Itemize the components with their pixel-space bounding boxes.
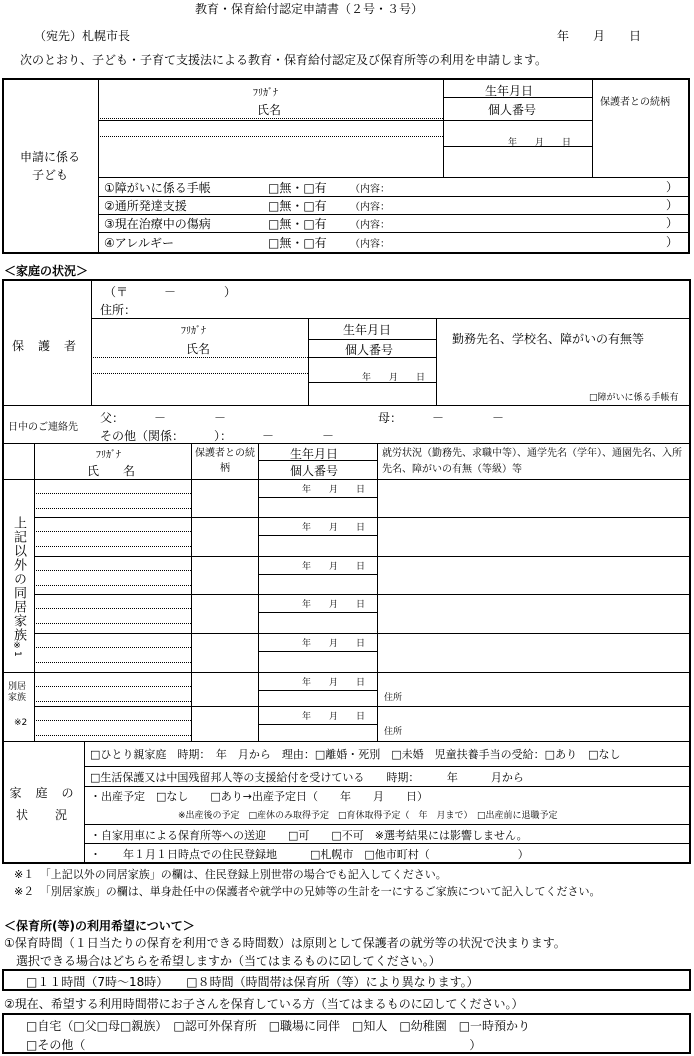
member-relation-header: 保護者との続柄 (195, 448, 255, 474)
child-item-label: ③現在治療中の傷病 (104, 217, 211, 231)
furigana-line (34, 608, 191, 609)
child-name-header: 氏名 (257, 103, 282, 117)
birth-id-divider (258, 574, 377, 575)
day-contact-label: 日中のご連絡先 (8, 422, 78, 433)
guardian-label: 保 護 者 (12, 339, 78, 353)
birth-id-divider (258, 690, 377, 691)
cohabiting-label: 上記以外の同居家族 (11, 516, 26, 642)
furigana-line (34, 647, 191, 648)
name-line (34, 585, 191, 586)
paren-close: ） (666, 180, 679, 194)
single-parent-row[interactable]: □ひとり親家庭 時期： 年 月から 理由：□離婚・死別 □未婚 児童扶養手当の受給：□あり □なし (90, 748, 621, 761)
name-line (34, 623, 191, 624)
address-label: 住所： (100, 303, 137, 317)
member-status-header: 就労状況（勤務先、求職中等）、通学先名（学年）、通園先名、入所先名、障がいの有無（等級）等 (382, 448, 682, 475)
member-birth-ymd: 年 月 日 (302, 562, 366, 572)
q2: ②現在、希望する利用時間帯にお子さんを保育している方（当てはまるものに☑してください。） (4, 997, 524, 1011)
member-birth-ymd: 年 月 日 (302, 523, 366, 533)
disability-book-check[interactable]: □障がいに係る手帳有 (589, 393, 679, 403)
guardian-furigana-header: ﾌﾘｶﾞﾅ (181, 326, 206, 337)
hope-heading: ＜保育所(等)の利用希望について＞ (4, 919, 195, 933)
member-birth-ymd: 年 月 日 (302, 639, 366, 649)
paren-close: ） (666, 235, 679, 249)
member-birth-ymd: 年 月 日 (302, 600, 366, 610)
q1-line1: ①保育時間（１日当たりの保育を利用できる時間数）は原則として保護者の就労等の状況で決まります。 (4, 936, 566, 950)
guardian-id-header: 個人番号 (345, 343, 394, 357)
member-birth-header: 生年月日 (290, 447, 339, 461)
child-birth-header: 生年月日 (485, 84, 534, 98)
child-item-options[interactable]: □無・□有 (268, 199, 327, 213)
q2-answer-line2[interactable]: □その他（ ） (26, 1038, 482, 1052)
birth-id-divider (258, 535, 377, 536)
guardian-birth-header: 生年月日 (343, 323, 392, 337)
postal-code[interactable]: （〒 － ） (104, 285, 237, 299)
q1-answer[interactable]: □１１時間（7時～18時） □８時間（時間帯は保育所（等）により異なります。） (26, 975, 479, 989)
child-relation-header: 保護者との続柄 (600, 97, 670, 108)
separate-address-label: 住所 (384, 727, 403, 737)
furigana-line (34, 720, 191, 721)
member-name-header: 氏 名 (87, 464, 136, 478)
guardian-name-header: 氏名 (186, 342, 211, 356)
child-item-options[interactable]: □無・□有 (268, 236, 327, 250)
other-contact[interactable]: その他（関係： ）： － － (100, 429, 335, 443)
furigana-line (34, 686, 191, 687)
child-section-label: 申請に係る 子ども (19, 150, 80, 182)
child-item-options[interactable]: □無・□有 (268, 181, 327, 195)
child-item-content: （内容： (350, 184, 390, 195)
birth-id-divider (258, 724, 377, 725)
birth-id-divider (258, 612, 377, 613)
child-item-content: （内容： (350, 220, 390, 231)
member-birth-ymd: 年 月 日 (302, 485, 366, 495)
car-row[interactable]: ・自家用車による保育所等への送迎 □可 □不可 ※選考結果には影響しません。 (90, 829, 528, 842)
father-contact[interactable]: 父： － － (100, 411, 227, 425)
member-birth-ymd: 年 月 日 (302, 678, 366, 688)
child-item-label: ②通所発達支援 (104, 199, 187, 213)
q1-line2: 選択できる場合はどちらを希望しますか（当てはまるものに☑してください。） (4, 954, 441, 968)
separate-label: 別居家族 (8, 682, 27, 703)
paren-close: ） (666, 198, 679, 212)
guardian-work-header: 勤務先名、学校名、障がいの有無等 (452, 332, 645, 346)
member-birth-ymd: 年 月 日 (302, 712, 366, 722)
welfare-row[interactable]: □生活保護又は中国残留邦人等の支援給付を受けている 時期： 年 月から (90, 771, 524, 784)
child-item-options[interactable]: □無・□有 (268, 217, 327, 231)
note1: ※１ 「上記以外の同居家族」の欄は、住民登録上別世帯の場合でも記入してください。 (14, 868, 447, 881)
q2-answer-line1[interactable]: □自宅（□父□母□親族） □認可外保育所 □職場に同伴 □知人 □幼稚園 □一時預かり (26, 1019, 531, 1033)
name-line (34, 508, 191, 509)
mother-contact[interactable]: 母： － － (378, 411, 505, 425)
name-line (34, 735, 191, 736)
name-line (34, 701, 191, 702)
furigana-line (34, 531, 191, 532)
row-divider (34, 594, 690, 595)
child-item-label: ④アレルギー (104, 236, 174, 250)
separate-address-label: 住所 (384, 693, 403, 703)
page-title: 教育・保育給付認定申請書（２号・３号） (195, 2, 424, 16)
row-divider (34, 556, 690, 557)
note2: ※２ 「別居家族」の欄は、単身赴任中の保護者や就学中の兄姉等の生計を一にするご家族について記入してください。 (14, 885, 601, 898)
furigana-line (34, 570, 191, 571)
after-birth-row[interactable]: ※出産後の予定 □産休のみ取得予定 □育休取得予定（ 年 月まで） □出産前に退職予定 (178, 811, 558, 821)
name-line (34, 662, 191, 663)
child-item-content: （内容： (350, 202, 390, 213)
note2-mark: ※2 (14, 718, 28, 728)
member-furigana-header: ﾌﾘｶﾞﾅ (96, 450, 121, 461)
situation-label: 家 庭 の 状 況 (9, 786, 75, 822)
child-birth-ymd: 年 月 日 (508, 138, 572, 148)
intro-text: 次のとおり、子ども・子育て支援法による教育・保育給付認定及び保育所等の利用を申請します。 (20, 53, 548, 67)
furigana-line (34, 493, 191, 494)
row-divider (34, 706, 690, 707)
child-id-header: 個人番号 (488, 103, 537, 117)
birth-id-divider (258, 497, 377, 498)
paren-close: ） (666, 216, 679, 230)
birth-id-divider (258, 651, 377, 652)
application-date: 年 月 日 (557, 29, 642, 43)
family-heading: ＜家庭の状況＞ (4, 264, 89, 278)
child-item-content: （内容： (350, 239, 390, 250)
addressee: （宛先）札幌市長 (34, 29, 131, 43)
row-divider (34, 517, 690, 518)
note1-mark: ※1 (12, 641, 22, 657)
row-divider (34, 633, 690, 634)
name-line (34, 546, 191, 547)
child-furigana-header: ﾌﾘｶﾞﾅ (253, 88, 278, 99)
registry-row[interactable]: ・ 年１月１日時点での住民登録地 □札幌市 □他市町村（ ） (90, 848, 529, 861)
guardian-birth-ymd: 年 月 日 (362, 373, 426, 383)
member-id-header: 個人番号 (290, 464, 339, 478)
child-item-label: ①障がいに係る手帳 (104, 181, 211, 195)
birth-plan-row[interactable]: ・出産予定 □なし □あり→出産予定日（ 年 月 日） (90, 790, 429, 803)
